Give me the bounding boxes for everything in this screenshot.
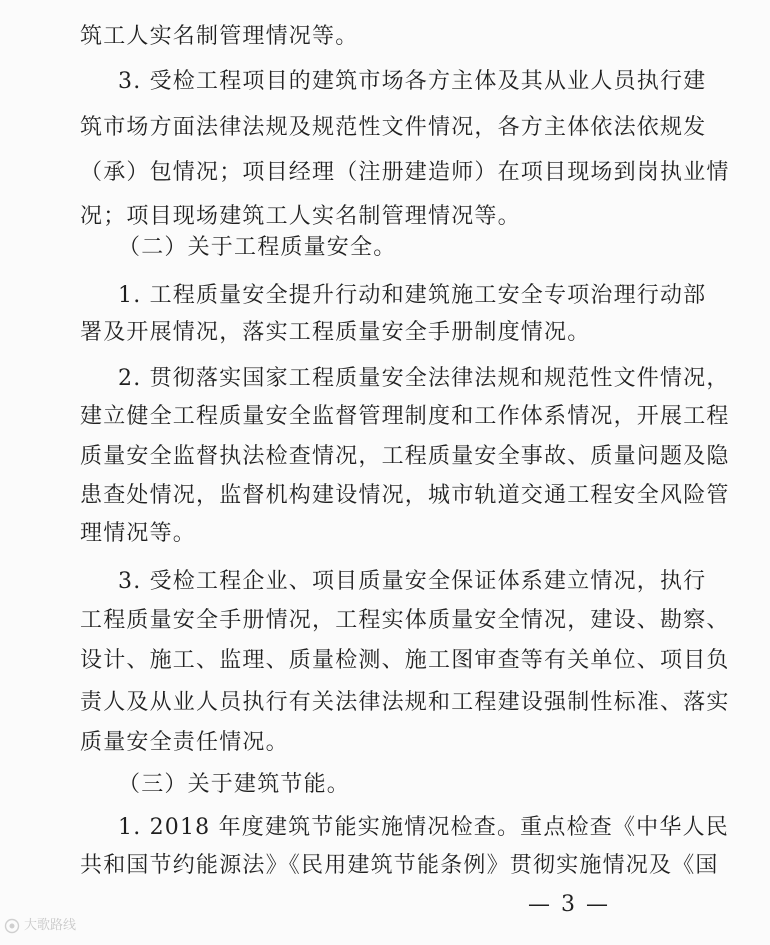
text-line: 况；项目现场建筑工人实名制管理情况等。 — [80, 204, 521, 229]
text-line: 共和国节约能源法》《民用建筑节能条例》贯彻实施情况及《国 — [80, 853, 719, 878]
text-line: 质量安全监督执法检查情况，工程质量安全事故、质量问题及隐 — [80, 444, 730, 469]
text-line: 责人及从业人员执行有关法律法规和工程建设强制性标准、落实 — [80, 690, 730, 715]
text-line: 2. 贯彻落实国家工程质量安全法律法规和规范性文件情况， — [118, 366, 730, 391]
text-line: 建立健全工程质量安全监督管理制度和工作体系情况，开展工程 — [80, 404, 730, 429]
text-line: （承）包情况；项目经理（注册建造师）在项目现场到岗执业情 — [80, 160, 730, 185]
watermark-text: 大歌路线 — [24, 918, 77, 933]
text-line: 3. 受检工程项目的建筑市场各方主体及其从业人员执行建 — [118, 69, 707, 94]
text-line: 患查处情况，监督机构建设情况，城市轨道交通工程安全风险管 — [80, 483, 730, 508]
text-line: 署及开展情况，落实工程质量安全手册制度情况。 — [80, 320, 591, 345]
section-heading: （三）关于建筑节能。 — [118, 772, 351, 797]
text-line: 理情况等。 — [80, 521, 197, 546]
section-heading: （二）关于工程质量安全。 — [118, 235, 397, 260]
page-number: — 3 — — [528, 892, 610, 917]
text-line: 3. 受检工程企业、项目质量安全保证体系建立情况，执行 — [118, 569, 707, 594]
text-line: 设计、施工、监理、质量检测、施工图审查等有关单位、项目负 — [80, 648, 730, 673]
text-line: 工程质量安全手册情况，工程实体质量安全情况，建设、勘察、 — [80, 608, 730, 633]
text-line: 筑工人实名制管理情况等。 — [80, 24, 359, 49]
camera-watermark-icon — [4, 918, 20, 934]
text-line: 1. 工程质量安全提升行动和建筑施工安全专项治理行动部 — [118, 283, 707, 308]
text-line: 质量安全责任情况。 — [80, 730, 289, 755]
text-line: 筑市场方面法律法规及规范性文件情况，各方主体依法依规发 — [80, 115, 707, 140]
text-line: 1. 2018 年度建筑节能实施情况检查。重点检查《中华人民 — [118, 815, 729, 840]
watermark — [4, 916, 76, 936]
